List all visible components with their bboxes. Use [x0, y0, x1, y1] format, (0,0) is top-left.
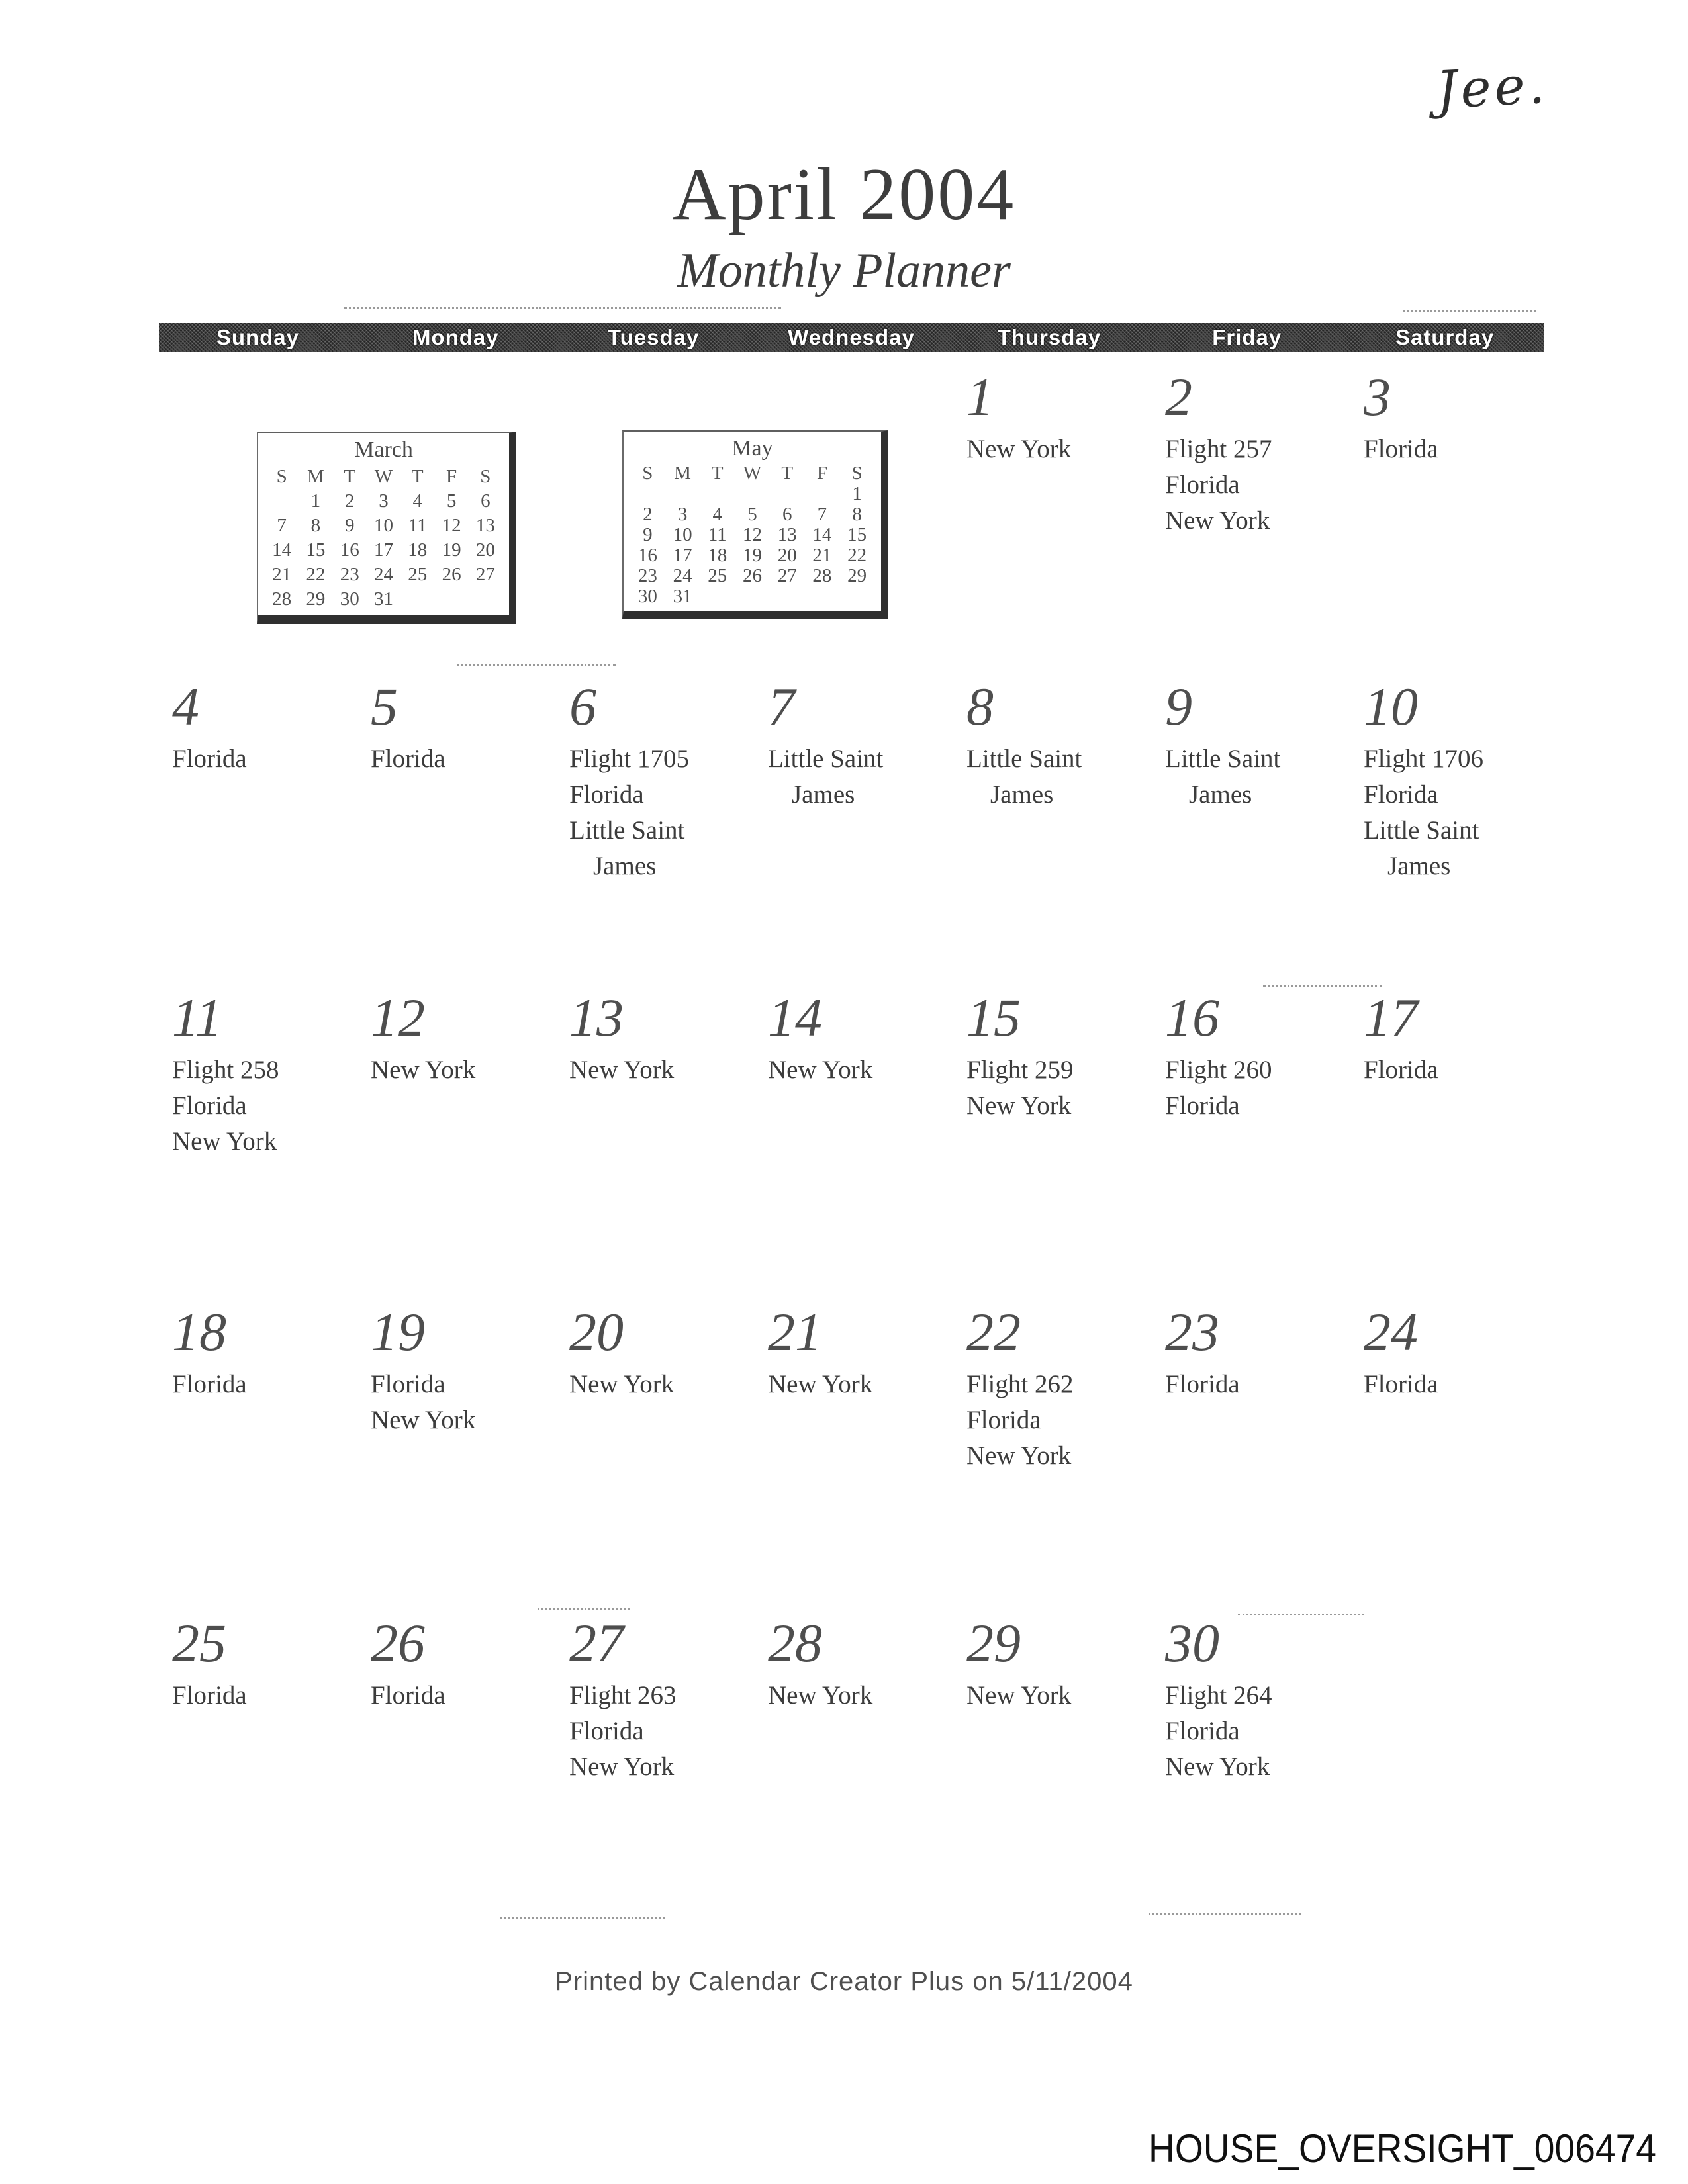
day-number: 19: [371, 1302, 425, 1362]
day-cell: [748, 662, 947, 973]
scan-artifact: [1149, 1913, 1301, 1915]
event-line: James: [1189, 780, 1252, 809]
day-events: [1165, 1052, 1340, 1124]
day-number: 29: [966, 1613, 1021, 1673]
mini-day-cell: 9: [643, 524, 653, 545]
document-id: HOUSE_OVERSIGHT_006474: [1149, 2126, 1657, 2171]
mini-dow-cell: S: [851, 463, 863, 484]
day-events: [172, 1052, 347, 1160]
mini-day-cell: [839, 586, 874, 607]
mini-day-cell: 22: [847, 545, 867, 566]
mini-calendar-title: March: [354, 437, 413, 462]
mini-day-cell: 27: [475, 564, 495, 585]
scan-artifact: [1263, 985, 1382, 987]
event-line: New York: [172, 1127, 277, 1156]
day-cell: [1344, 1287, 1542, 1598]
day-events: [569, 1367, 744, 1402]
mini-calendar-title: May: [731, 436, 773, 461]
event-line: Flight 1705: [569, 745, 689, 773]
mini-day-cell: [805, 586, 840, 607]
mini-day-cell: 14: [812, 524, 832, 545]
event-line: James: [792, 780, 855, 809]
event-line: James: [593, 852, 657, 880]
day-number: 26: [371, 1613, 425, 1673]
event-line: Florida: [172, 745, 247, 773]
weekday-label: Thursday: [997, 325, 1102, 349]
event-line: Florida: [172, 1370, 247, 1398]
mini-day-cell: 26: [442, 564, 461, 585]
day-number: 7: [768, 676, 795, 737]
mini-day-cell: 25: [408, 564, 428, 585]
mini-calendar-grid: [630, 463, 874, 607]
day-events: [768, 1678, 943, 1713]
event-line: New York: [966, 1441, 1072, 1470]
day-cell: [1145, 1598, 1344, 1909]
day-events: [1165, 1678, 1340, 1785]
day-number: 3: [1364, 367, 1391, 427]
day-events: [371, 1052, 545, 1088]
day-number: 22: [966, 1302, 1021, 1362]
day-cell: [351, 1598, 549, 1909]
day-cell: [947, 662, 1145, 973]
mini-day-cell: 23: [340, 564, 359, 585]
day-cell: [1344, 1598, 1542, 1909]
event-line: Florida: [1364, 1370, 1438, 1398]
mini-day-cell: 4: [712, 504, 723, 525]
event-line: Flight 259: [966, 1056, 1074, 1084]
day-events: [172, 1678, 347, 1713]
day-cell: [947, 973, 1145, 1287]
day-number: 20: [569, 1302, 624, 1362]
mini-day-cell: 2: [643, 504, 653, 525]
mini-day-cell: 24: [673, 565, 692, 586]
mini-dow-cell: M: [307, 466, 324, 487]
mini-day-cell: 11: [408, 515, 427, 536]
day-cell: [351, 1287, 549, 1598]
day-number: 2: [1165, 367, 1192, 427]
mini-day-cell: 26: [742, 565, 762, 586]
mini-day-cell: 31: [373, 588, 393, 610]
day-number: 9: [1165, 676, 1192, 737]
mini-day-cell: [630, 484, 665, 504]
day-cell: [748, 973, 947, 1287]
page-subtitle: Monthly Planner: [677, 244, 1011, 298]
mini-day-cell: [469, 587, 502, 612]
mini-day-cell: [735, 484, 770, 504]
mini-calendar-grid: [265, 465, 502, 612]
mini-dow-cell: T: [781, 463, 794, 484]
mini-day-cell: 15: [306, 539, 326, 561]
event-line: Flight 260: [1165, 1056, 1272, 1084]
event-line: Florida: [371, 745, 445, 773]
weekday-label: Sunday: [216, 325, 300, 349]
print-footer: Printed by Calendar Creator Plus on 5/11/2004: [555, 1967, 1133, 1996]
mini-day-cell: 15: [847, 524, 867, 545]
mini-calendar-march: [257, 432, 516, 624]
mini-day-cell: 20: [777, 545, 797, 566]
mini-day-cell: [805, 484, 840, 504]
mini-day-cell: 27: [777, 565, 797, 586]
event-line: Flight 258: [172, 1056, 279, 1084]
mini-calendar-may: [622, 430, 888, 619]
day-events: [1364, 741, 1538, 884]
mini-day-cell: 16: [340, 539, 359, 561]
day-events: [966, 1678, 1141, 1713]
mini-day-cell: [770, 586, 805, 607]
event-line: Flight 263: [569, 1681, 677, 1709]
mini-dow-cell: F: [445, 466, 457, 487]
page-title: April 2004: [672, 154, 1016, 236]
mini-day-cell: 18: [708, 545, 727, 566]
day-events: [569, 1678, 744, 1785]
event-line: New York: [1165, 506, 1270, 535]
event-line: Florida: [371, 1370, 445, 1398]
mini-day-cell: 11: [708, 524, 727, 545]
mini-day-cell: 5: [747, 504, 757, 525]
event-line: Florida: [371, 1681, 445, 1709]
mini-day-cell: 29: [306, 588, 326, 610]
weekday-label: Wednesday: [788, 325, 915, 349]
mini-day-cell: 23: [637, 565, 657, 586]
event-line: Florida: [1165, 1717, 1240, 1745]
day-number: 1: [966, 367, 994, 427]
event-line: Florida: [172, 1681, 247, 1709]
mini-dow-cell: W: [743, 463, 762, 484]
day-cell: [947, 1598, 1145, 1909]
mini-dow-cell: S: [276, 466, 287, 487]
event-line: Florida: [1165, 1091, 1240, 1120]
day-cell: [152, 1598, 351, 1909]
day-cell: [549, 973, 748, 1287]
day-cell: [152, 973, 351, 1287]
mini-day-cell: [700, 586, 735, 607]
mini-day-cell: 14: [272, 539, 292, 561]
day-cell: [947, 352, 1145, 662]
day-number: 10: [1364, 676, 1418, 737]
mini-day-cell: 8: [310, 515, 321, 536]
day-events: [172, 741, 347, 777]
mini-day-cell: 5: [446, 490, 457, 512]
day-number: 27: [569, 1613, 624, 1673]
mini-day-cell: 9: [344, 515, 355, 536]
day-events: [966, 1367, 1141, 1474]
mini-day-cell: [434, 587, 468, 612]
mini-day-cell: 6: [782, 504, 792, 525]
event-line: New York: [569, 1056, 675, 1084]
day-number: 21: [768, 1302, 822, 1362]
mini-day-cell: 7: [277, 515, 287, 536]
day-events: [1165, 432, 1340, 539]
day-cell: [351, 973, 549, 1287]
weekday-label: Friday: [1212, 325, 1282, 349]
mini-day-cell: 21: [272, 564, 292, 585]
event-line: Little Saint: [1165, 745, 1281, 773]
day-events: [569, 1052, 744, 1088]
mini-day-cell: 20: [475, 539, 495, 561]
event-line: Flight 264: [1165, 1681, 1272, 1709]
mini-day-cell: 3: [677, 504, 688, 525]
mini-dow-cell: T: [344, 466, 356, 487]
mini-day-cell: 19: [442, 539, 461, 561]
weekday-label: Saturday: [1395, 325, 1495, 349]
day-number: 8: [966, 676, 994, 737]
mini-day-cell: 30: [637, 586, 657, 607]
mini-day-cell: 25: [708, 565, 727, 586]
mini-day-cell: 1: [310, 490, 321, 512]
event-line: New York: [371, 1406, 476, 1434]
day-number: 13: [569, 987, 624, 1048]
mini-day-cell: [735, 586, 770, 607]
event-line: Florida: [1364, 780, 1438, 809]
day-cell: [748, 1287, 947, 1598]
mini-day-cell: 12: [742, 524, 762, 545]
day-cell: [1145, 973, 1344, 1287]
mini-dow-cell: M: [674, 463, 691, 484]
event-line: Florida: [966, 1406, 1041, 1434]
day-cell: [748, 1598, 947, 1909]
day-number: 23: [1165, 1302, 1219, 1362]
event-line: New York: [768, 1370, 873, 1398]
day-number: 14: [768, 987, 822, 1048]
day-events: [768, 1052, 943, 1088]
day-cell: [549, 662, 748, 973]
mini-day-cell: [700, 484, 735, 504]
mini-day-cell: 6: [481, 490, 491, 512]
event-line: Florida: [1165, 1370, 1240, 1398]
day-number: 24: [1364, 1302, 1418, 1362]
mini-day-cell: 16: [637, 545, 657, 566]
mini-day-cell: 19: [742, 545, 762, 566]
day-events: [371, 741, 545, 777]
mini-day-cell: 29: [847, 565, 867, 586]
event-line: Flight 262: [966, 1370, 1074, 1398]
scan-artifact: [538, 1608, 630, 1610]
day-events: [371, 1367, 545, 1438]
weekday-header-bar: [159, 323, 1544, 352]
mini-day-cell: 18: [408, 539, 428, 561]
event-line: New York: [768, 1681, 873, 1709]
mini-day-cell: 31: [673, 586, 692, 607]
day-events: [966, 1052, 1141, 1124]
day-number: 11: [172, 987, 222, 1048]
mini-dow-cell: W: [374, 466, 393, 487]
mini-day-cell: 17: [373, 539, 393, 561]
mini-day-cell: 10: [373, 515, 393, 536]
day-cell: [549, 1598, 748, 1909]
mini-day-cell: 28: [812, 565, 832, 586]
event-line: Florida: [569, 780, 644, 809]
mini-day-cell: 12: [442, 515, 461, 536]
event-line: James: [990, 780, 1054, 809]
day-cell: [549, 1287, 748, 1598]
event-line: Flight 257: [1165, 435, 1272, 463]
mini-dow-cell: F: [816, 463, 827, 484]
event-line: New York: [569, 1752, 675, 1781]
mini-day-cell: 13: [777, 524, 797, 545]
mini-day-cell: 30: [340, 588, 359, 610]
day-cell: [152, 1287, 351, 1598]
day-events: [768, 741, 943, 813]
day-cell: [1344, 662, 1542, 973]
day-cell: [1344, 973, 1542, 1287]
event-line: New York: [966, 435, 1072, 463]
mini-dow-cell: S: [480, 466, 491, 487]
mini-day-cell: 24: [373, 564, 393, 585]
event-line: Flight 1706: [1364, 745, 1483, 773]
day-number: 12: [371, 987, 425, 1048]
event-line: New York: [1165, 1752, 1270, 1781]
day-number: 5: [371, 676, 398, 737]
day-number: 15: [966, 987, 1021, 1048]
day-events: [1364, 1052, 1538, 1088]
mini-dow-cell: S: [642, 463, 653, 484]
day-cell: [947, 1287, 1145, 1598]
day-cell: [351, 662, 549, 973]
mini-day-cell: 3: [379, 490, 389, 512]
mini-day-cell: 22: [306, 564, 326, 585]
mini-day-cell: 2: [344, 490, 355, 512]
event-line: Little Saint: [768, 745, 884, 773]
mini-day-cell: 28: [272, 588, 292, 610]
event-line: Florida: [1364, 435, 1438, 463]
mini-day-cell: [770, 484, 805, 504]
mini-day-cell: 21: [812, 545, 832, 566]
event-line: Florida: [172, 1091, 247, 1120]
day-cell: [1344, 352, 1542, 662]
day-events: [768, 1367, 943, 1402]
day-number: 4: [172, 676, 199, 737]
mini-day-cell: 1: [852, 483, 862, 504]
day-number: 18: [172, 1302, 226, 1362]
day-number: 16: [1165, 987, 1219, 1048]
event-line: New York: [966, 1681, 1072, 1709]
event-line: Little Saint: [569, 816, 685, 844]
day-events: [1165, 741, 1340, 813]
day-cell: [1145, 352, 1344, 662]
event-line: Little Saint: [1364, 816, 1479, 844]
mini-dow-cell: T: [711, 463, 724, 484]
day-events: [1364, 432, 1538, 467]
mini-day-cell: [665, 484, 700, 504]
mini-day-cell: 4: [412, 490, 423, 512]
mini-day-cell: 10: [673, 524, 692, 545]
weekday-label: Monday: [412, 325, 499, 349]
day-number: 28: [768, 1613, 822, 1673]
mini-day-cell: 17: [673, 545, 692, 566]
day-cell: [1145, 1287, 1344, 1598]
event-line: Florida: [569, 1717, 644, 1745]
day-number: 17: [1364, 987, 1418, 1048]
mini-dow-cell: T: [411, 466, 424, 487]
event-line: Little Saint: [966, 745, 1082, 773]
event-line: New York: [569, 1370, 675, 1398]
day-events: [1165, 1367, 1340, 1402]
scan-artifact: [457, 664, 616, 666]
mini-day-cell: 7: [817, 504, 827, 525]
scan-artifact: [500, 1917, 665, 1919]
day-number: 6: [569, 676, 596, 737]
day-events: [172, 1367, 347, 1402]
day-cell: [152, 662, 351, 973]
day-events: [371, 1678, 545, 1713]
event-line: Florida: [1364, 1056, 1438, 1084]
event-line: James: [1387, 852, 1451, 880]
event-line: New York: [768, 1056, 873, 1084]
event-line: Florida: [1165, 471, 1240, 499]
mini-day-cell: 13: [475, 515, 495, 536]
event-line: New York: [371, 1056, 476, 1084]
day-cell: [1145, 662, 1344, 973]
day-events: [966, 432, 1141, 467]
mini-day-cell: [265, 489, 299, 514]
day-events: [1364, 1367, 1538, 1402]
mini-day-cell: 8: [852, 504, 862, 525]
scan-artifact: [344, 307, 781, 309]
mini-day-cell: [400, 587, 434, 612]
handwritten-annotation: Jee.: [1434, 55, 1550, 121]
weekday-label: Tuesday: [607, 325, 700, 349]
day-number: 25: [172, 1613, 226, 1673]
scan-artifact: [1238, 1614, 1364, 1615]
day-events: [569, 741, 744, 884]
day-number: 30: [1165, 1613, 1219, 1673]
scan-artifact: [1403, 310, 1536, 312]
event-line: New York: [966, 1091, 1072, 1120]
day-events: [966, 741, 1141, 813]
